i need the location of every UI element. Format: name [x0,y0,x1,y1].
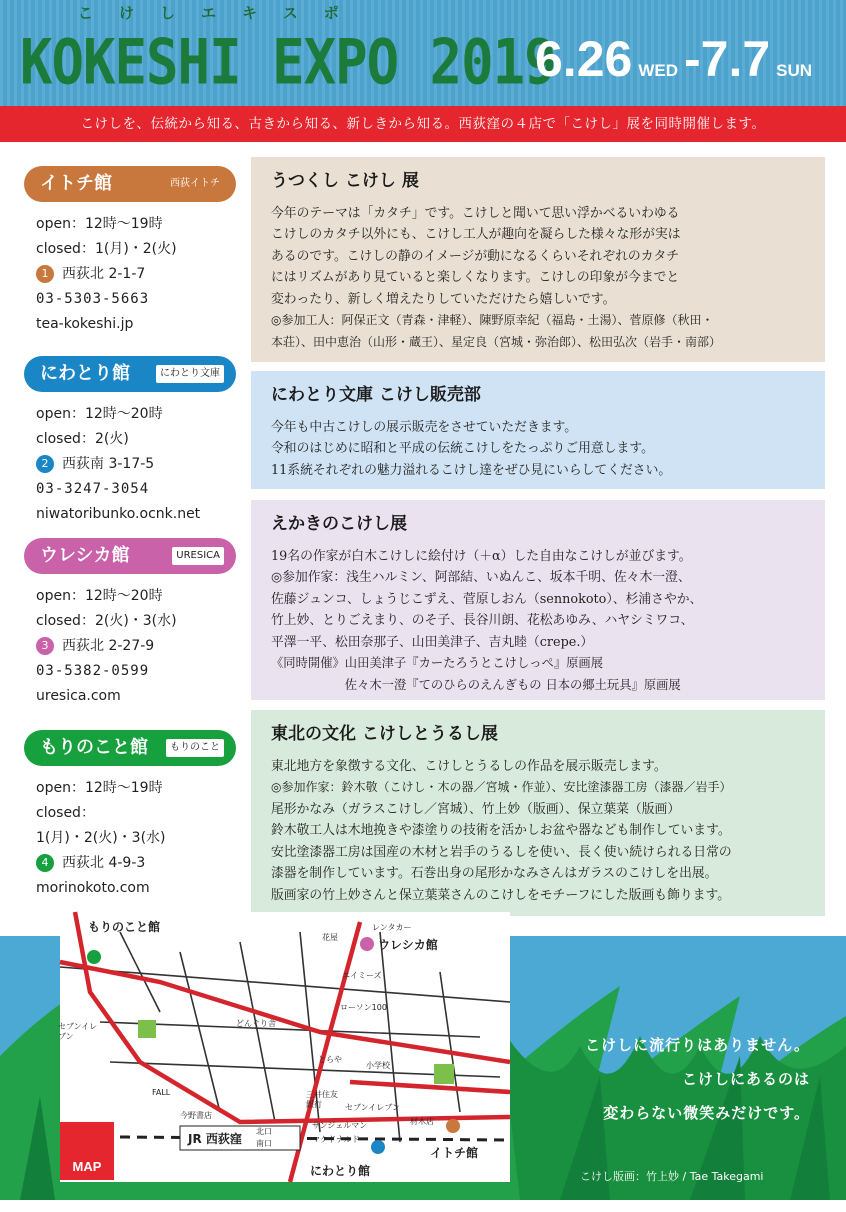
exhibit-line: ◎参加作家：浅生ハルミン、阿部結、いぬんこ、坂本千明、佐々木一澄、 [271,570,691,585]
venue-name: イトチ館 [40,173,112,194]
venue-address-row [36,851,236,876]
park-icon [138,1020,156,1038]
venue-info [24,574,236,709]
slogan-line: 変わらない微笑みだけです。 [603,1104,810,1122]
exhibit-line: ◎参加工人：阿保正文（青森・津軽）、陳野原幸紀（福島・土湯）、菅原修（秋田・ [271,313,714,327]
venue-closed-days: 1(月)・2(火)・3(水) [36,830,166,846]
date-dash: - [684,31,701,87]
venue-info [24,392,236,527]
exhibit-line: こけしのカタチ以外にも、こけし工人が趣向を凝らした様々な形が実は [271,227,681,242]
map-label-niwatori: にわとり館 [310,1164,371,1178]
map-marker-3 [360,937,374,951]
exhibit-line: 漆器を制作しています。石巻出身の尾形かなみさんはガラスのこけしを出展。 [271,866,718,881]
venue-open: open：12時〜20時 [36,588,163,604]
exhibit-line: 今年も中古こけしの展示販売をさせていただきます。 [271,419,578,435]
map-landmark: サンジェルマン [312,1121,368,1130]
venue-shop: URESICA [172,538,224,574]
venue-open: open：12時〜20時 [36,406,163,422]
venue-open: open：12時〜19時 [36,780,163,796]
venue-shop: もりのこと [166,730,224,766]
map-tag: MAP [60,1122,114,1180]
map-marker-4 [87,950,101,964]
exhibit-line: 佐々木一澄『てのひらのえんぎもの 日本の郷土玩具』原画展 [271,677,681,692]
map-landmark: FALL [152,1088,171,1097]
map-landmark: 三井住友銀行 [306,1090,338,1109]
venue-info [24,202,236,337]
map-landmark: 今野書店 [180,1111,212,1120]
exhibit-title: うつくし こけし 展 [271,171,419,191]
exhibit-title: えかきのこけし展 [271,514,407,534]
date-end: 7.7 [700,31,771,87]
map-exit-north: 北口 [256,1127,272,1136]
venue-closed: closed： [36,805,95,821]
venue-url[interactable]: tea-kokeshi.jp [36,316,134,332]
exhibit-title: 東北の文化 こけしとうるし展 [271,724,498,744]
venue-number-badge: 1 [36,265,54,283]
venue-url[interactable]: niwatoribunko.ocnk.net [36,506,201,522]
exhibit-ekaki [251,500,825,700]
map-exit-south: 南口 [256,1139,272,1148]
map-landmark: 材木店 [410,1117,434,1126]
map-landmark: セブンイレブン [58,1022,98,1041]
exhibit-utsukushi [251,157,825,362]
venue-name: にわとり館 [40,363,130,384]
venue-phone[interactable]: 03-5303-5663 [36,291,150,307]
venue-address: 西荻北 4-9-3 [62,855,146,871]
venue-address: 西荻南 3-17-5 [62,456,155,472]
map-marker-1 [446,1119,460,1133]
venue-closed: closed：1(月)・2(火) [36,241,177,257]
exhibit-line: 佐藤ジュンコ、しょうじこずえ、菅原しおん（sennokoto）、杉浦さやか、 [271,591,703,607]
exhibit-title: にわとり文庫 こけし販売部 [271,385,481,405]
venue-morinokoto [24,730,236,901]
dow-end: SUN [776,61,813,80]
map-streets [60,912,510,1182]
map-landmark: ローソン100 [340,1003,387,1012]
exhibit-line: あるのです。こけしの静のイメージが動になるくらいそれぞれのカタチ [271,248,680,264]
map-station: JR 西荻窪 [188,1132,242,1146]
expo-title: KOKESHI EXPO 2019 [20,26,556,99]
date-start: 6.26 [535,31,633,87]
title-ruby: こけしエキスポ [78,4,365,22]
venue-shop: 西荻イトチ [170,178,220,189]
slogan [540,1028,810,1130]
exhibit-line: 11系統それぞれの魅力溢れるこけし達をぜひ見にいらしてください。 [271,462,672,478]
slogan-line: こけしにあるのは [681,1070,810,1088]
exhibit-line: 安比塗漆器工房は国産の木材と岩手のうるしを使い、長く使い続けられる日常の [271,844,732,860]
exhibit-line: ◎参加作家：鈴木敬（こけし・木の器／宮城・作並）、安比塗漆器工房（漆器／岩手） [271,780,732,794]
map-marker-2 [371,1140,385,1154]
venue-address: 西荻北 2-27-9 [62,638,155,654]
venue-number-badge: 4 [36,854,54,872]
exhibit-line: 尾形かなみ（ガラスこけし／宮城）、竹上妙（版画）、保立葉菜（版画） [271,801,681,817]
venue-info [24,766,236,901]
slogan-line: こけしに流行りはありません。 [585,1036,810,1054]
venue-url[interactable]: morinokoto.com [36,880,150,896]
exhibit-line: 平澤一平、松田奈那子、山田美津子、吉丸睦（crepe.） [271,634,594,650]
exhibit-line: 変わったり、新しく増えたりしていただけたら嬉しいです。 [271,291,616,307]
exhibit-line: 19名の作家が白木こけしに絵付け（＋α）した自由なこけしが並びます。 [271,548,692,564]
intro-banner: こけしを、伝統から知る、古きから知る、新しきから知る。西荻窪の４店で「こけし」展を同時開催します。 [0,106,846,142]
map-landmark: レンタカー [372,923,412,932]
exhibit-line: 鈴木敬工人は木地挽きや漆塗りの技術を活かしお盆や器なども制作しています。 [271,823,731,838]
venue-name-pill [24,166,236,202]
map-landmark: エイミーズ [342,971,382,980]
venue-url[interactable]: uresica.com [36,688,121,704]
exhibit-line: 《同時開催》山田美津子『カーたろうとこけしっぺ』原画展 [271,656,604,670]
exhibit-line: にはリズムがあり見ていると楽しくなります。こけしの印象が今までと [271,270,680,285]
venue-closed: closed：2(火) [36,431,129,447]
event-dates [535,30,818,88]
exhibit-line: 令和のはじめに昭和と平成の伝統こけしをたっぷりご用意します。 [271,441,654,456]
map-label-uresica: ウレシカ館 [378,938,438,952]
map-landmark: マクドナルド [312,1135,360,1144]
venue-open: open：12時〜19時 [36,216,163,232]
map-label-itochi: イトチ館 [430,1146,479,1160]
venue-address-row [36,262,236,287]
exhibit-line: 本荘）、田中恵治（山形・蔵王）、星定良（宮城・弥治郎）、松田弘次（岩手・南部） [271,334,722,349]
venue-name-pill [24,730,236,766]
venue-address-row [36,634,236,659]
map-label-morinokoto: もりのこと館 [88,920,161,934]
school-icon [434,1064,454,1084]
venue-address: 西荻北 2-1-7 [62,266,146,282]
exhibit-line: 竹上妙、とりごえまり、のそ子、長谷川朗、花松あゆみ、ハヤシミワコ、 [271,613,694,628]
map-landmark: とらや [318,1055,342,1064]
venue-name-pill [24,356,236,392]
venue-name: もりのこと館 [40,737,148,758]
print-credit: こけし版画：竹上妙 / Tae Takegami [580,1170,764,1183]
venue-address-row [36,452,236,477]
venue-itochi [24,166,236,337]
exhibit-line: 東北地方を象徴する文化、こけしとうるしの作品を展示販売します。 [271,758,667,774]
map-landmark: どんぐり舎 [236,1019,276,1028]
venue-uresica [24,538,236,709]
map-landmark: セブンイレブン [345,1103,400,1112]
exhibit-line: 版画家の竹上妙さんと保立葉菜さんのこけしをモチーフにした版画も飾ります。 [271,887,731,903]
exhibit-line: 今年のテーマは「カタチ」です。こけしと聞いて思い浮かべるいわゆる [271,205,680,221]
venue-name: ウレシカ館 [40,545,130,566]
dow-start: WED [638,61,678,80]
map-landmark: 小学校 [366,1061,390,1070]
map-landmark: 花屋 [322,933,338,942]
venue-number-badge: 2 [36,455,54,473]
venue-closed: closed：2(火)・3(水) [36,613,177,629]
venue-phone[interactable]: 03-5382-0599 [36,663,150,679]
venue-number-badge: 3 [36,637,54,655]
venue-niwatori [24,356,236,527]
venue-shop: にわとり文庫 [156,356,224,392]
exhibit-niwatori [251,371,825,489]
venue-name-pill [24,538,236,574]
exhibit-tohoku [251,710,825,916]
venue-phone[interactable]: 03-3247-3054 [36,481,150,497]
access-map [60,912,510,1182]
